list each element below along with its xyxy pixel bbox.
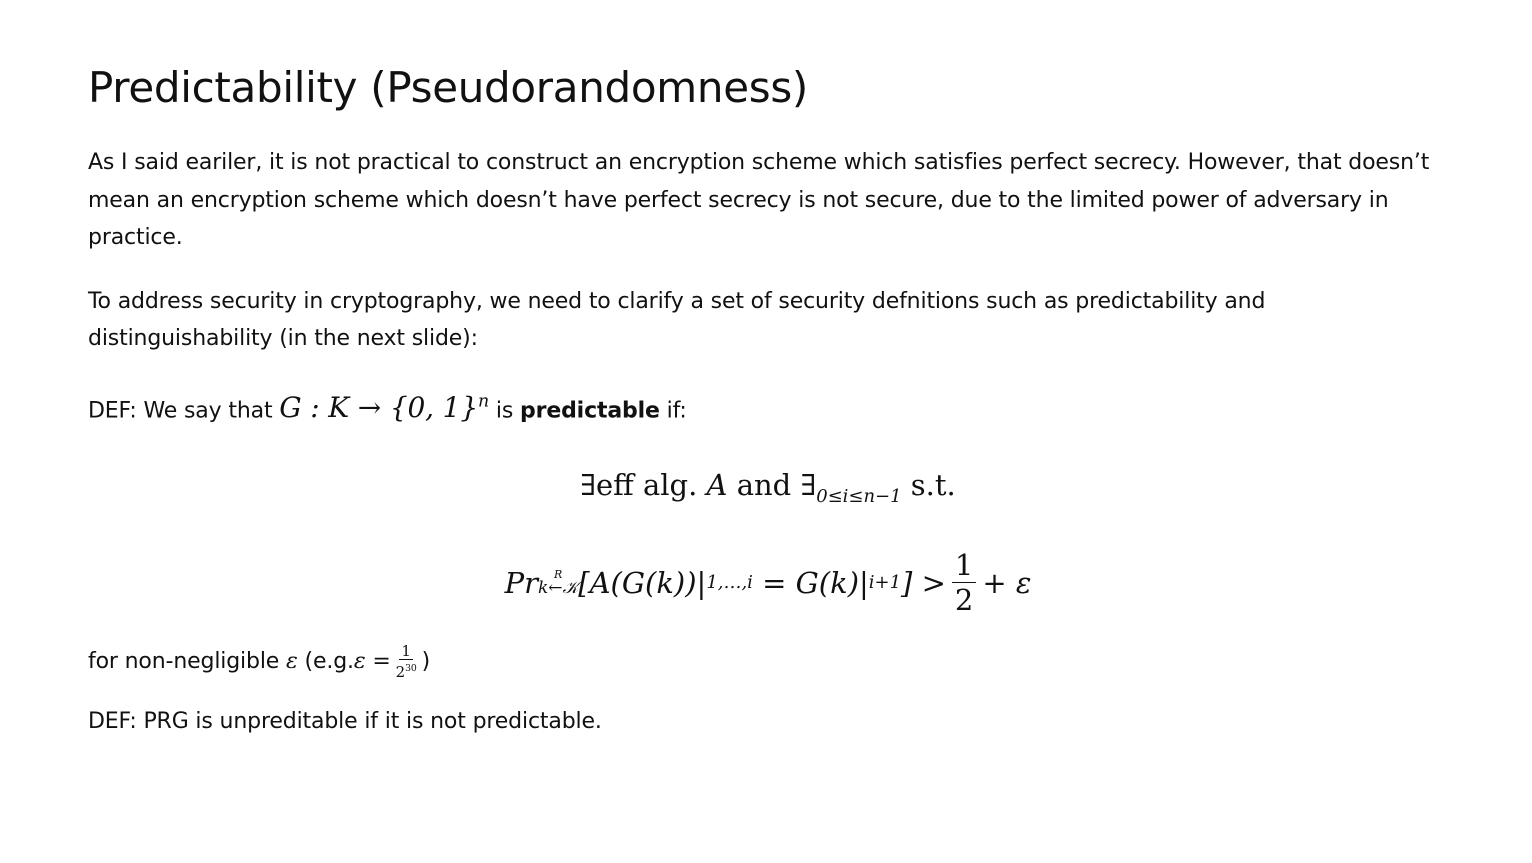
neg-prefix: for non-negligible — [88, 649, 280, 675]
intro-paragraph: As I said eariler, it is not practical to construct an encryption scheme which satisfies perfect secrecy. However, that doesn’t mean an encryption scheme which doesn’t have perfect secrecy is not secure, due to the limited power of adversary in practice. — [88, 150, 1430, 250]
sampling-k: k←𝒦 — [537, 578, 579, 599]
negligible-note — [88, 643, 1448, 681]
neg-eq: ε = — [353, 649, 391, 675]
neg-frac-num: 1 — [401, 642, 411, 661]
probability-formula — [88, 541, 1448, 625]
def1-term: predictable — [520, 397, 660, 423]
neg-frac-base: 2 — [395, 663, 406, 682]
def1-is: is — [495, 397, 514, 423]
plus-epsilon: + ε — [982, 566, 1032, 601]
sampling-subscript — [537, 568, 579, 599]
index-range: 0≤i≤n−1 — [816, 486, 902, 508]
such-that: s.t. — [910, 468, 956, 503]
greater-than: ] > — [901, 566, 946, 601]
next-bit-index: i+1 — [868, 572, 902, 594]
sampling-r: R — [553, 568, 563, 582]
one-half — [952, 549, 976, 618]
def1-formula — [279, 391, 489, 424]
equals-next-bit: = G(k)| — [752, 566, 869, 601]
security-paragraph: To address security in cryptography, we need to clarify a set of security defnitions such as predictability and distinguishability (in the next slide): — [88, 288, 1266, 351]
half-den: 2 — [954, 582, 974, 617]
neg-frac-exp: 30 — [405, 663, 417, 675]
exists-eff-alg: ∃eff alg. — [580, 468, 698, 503]
unpredictable-definition: DEF: PRG is unpreditable if it is not predictable. — [88, 709, 602, 735]
half-num: 1 — [952, 549, 976, 583]
predictor-expr: [A(G(k))| — [578, 566, 707, 601]
def1-suffix: if: — [666, 397, 687, 423]
neg-epsilon: ε — [286, 649, 298, 675]
prefix-bits: 1,…,i — [706, 572, 753, 594]
neg-eg: (e.g. — [304, 649, 354, 675]
def1-prefix: DEF: We say that — [88, 397, 273, 423]
pr-symbol: Pr — [504, 566, 538, 601]
predictable-definition — [88, 384, 1448, 430]
slide — [88, 62, 1448, 741]
slide-title: Predictability (Pseudorandomness) — [88, 63, 809, 112]
and-exists: and ∃ — [736, 468, 817, 503]
existence-formula — [88, 465, 1448, 517]
algorithm-A: A — [706, 468, 728, 503]
def1-formula-sup: n — [478, 391, 490, 412]
neg-close: ) — [421, 649, 431, 675]
def1-formula-main: G : K → {0, 1} — [279, 390, 479, 424]
neg-fraction — [394, 643, 419, 681]
neg-frac-den — [394, 660, 419, 681]
